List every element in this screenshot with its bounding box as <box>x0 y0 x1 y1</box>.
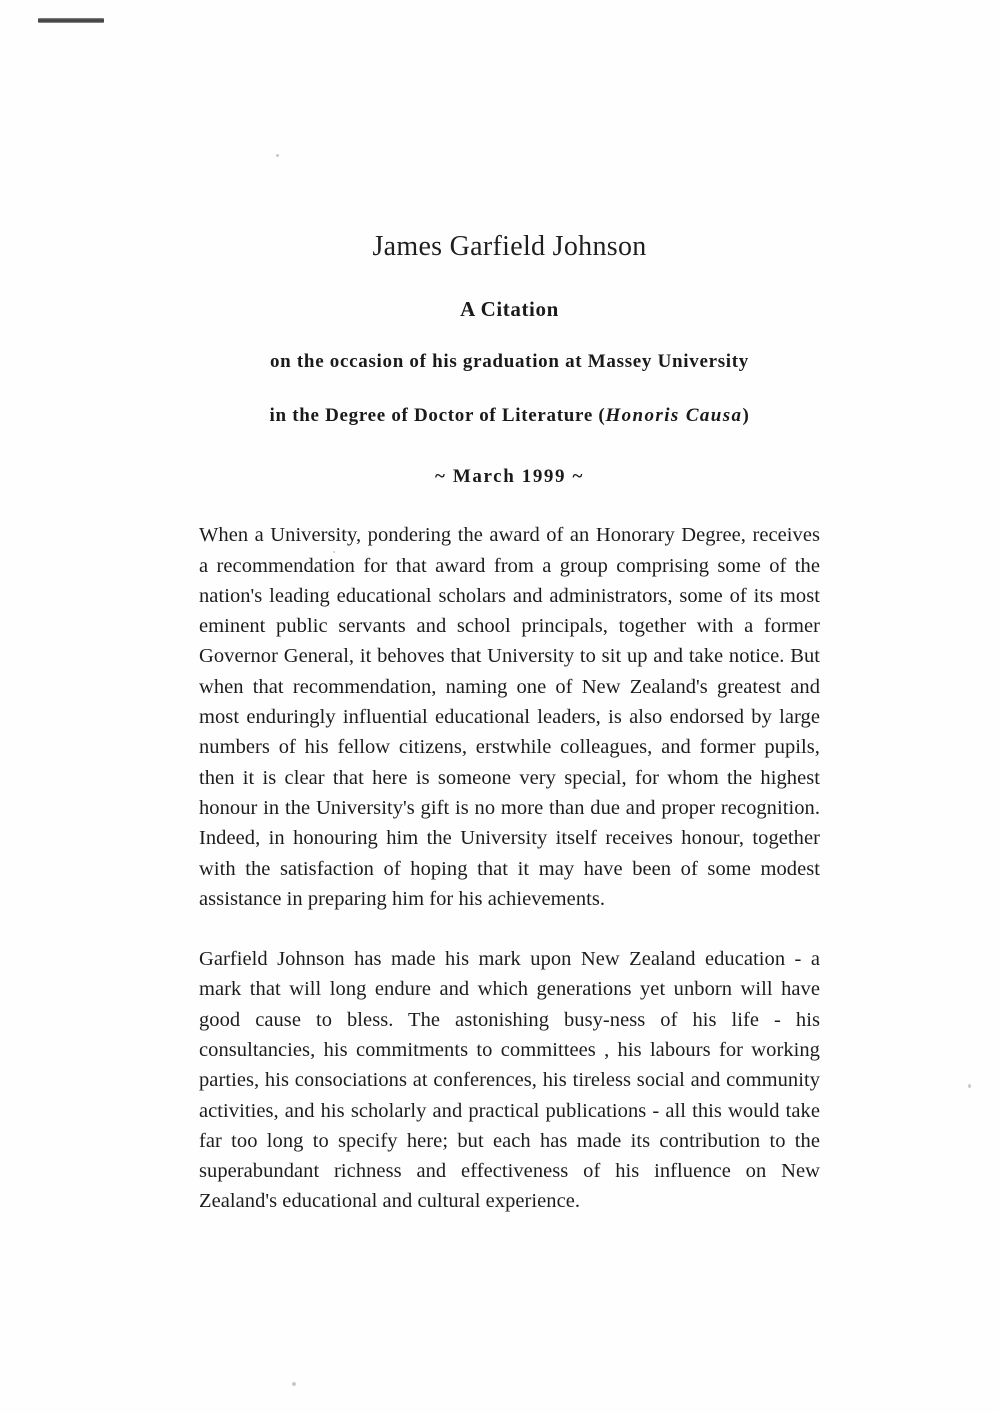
degree-subtitle-prefix: in the Degree of Doctor of Literature ( <box>269 404 606 426</box>
scan-speck <box>968 1084 971 1088</box>
body-paragraph: Garfield Johnson has made his mark upon New Zealand education - a mark that will long endure and which generations yet unborn will have good cause to bless. The astonishing busy-ness of his life - his consultancies, his commitments to committees , his labours for working parties, his consociations at conferences, his tireless social and community activities, and his scholarly and practical publications - all this would take far too long to specify here; but each has made its contribution to the superabundant richness and effectiveness of his influence on New Zealand's educational and cultural experience. <box>199 948 820 1213</box>
degree-subtitle <box>199 373 820 430</box>
document-content <box>199 0 820 1217</box>
degree-subtitle-honoris: Honoris Causa <box>605 404 743 426</box>
citation-subtitle: A Citation <box>460 296 559 321</box>
scan-speck <box>292 1382 296 1386</box>
scan-artifact-bar <box>38 18 104 23</box>
degree-subtitle-suffix: ) <box>742 404 750 426</box>
occasion-subtitle: on the occasion of his graduation at Massey University <box>269 350 750 372</box>
page-title: James Garfield Johnson <box>372 231 647 262</box>
date-line: ~ March 1999 ~ <box>435 466 584 488</box>
body-paragraph: When a University, pondering the award of an Honorary Degree, receives a recommendation for that award from a group comprising some of the nation's leading educational scholars and administrators, some of its most eminent public servants and school principals, together with a former Governor General, it behoves that University to sit up and take notice. But when that recommendation, naming one of New Zealand's greatest and most enduringly influential educational leaders, is also endorsed by large numbers of his fellow citizens, erstwhile colleagues, and former pupils, then it is clear that here is someone very special, for whom the highest honour in the University's gift is no more than due and proper recognition. Indeed, in honouring him the University itself receives honour, together with the satisfaction of hoping that it may have been of some modest assistance in preparing him for his achievements. <box>199 524 820 910</box>
